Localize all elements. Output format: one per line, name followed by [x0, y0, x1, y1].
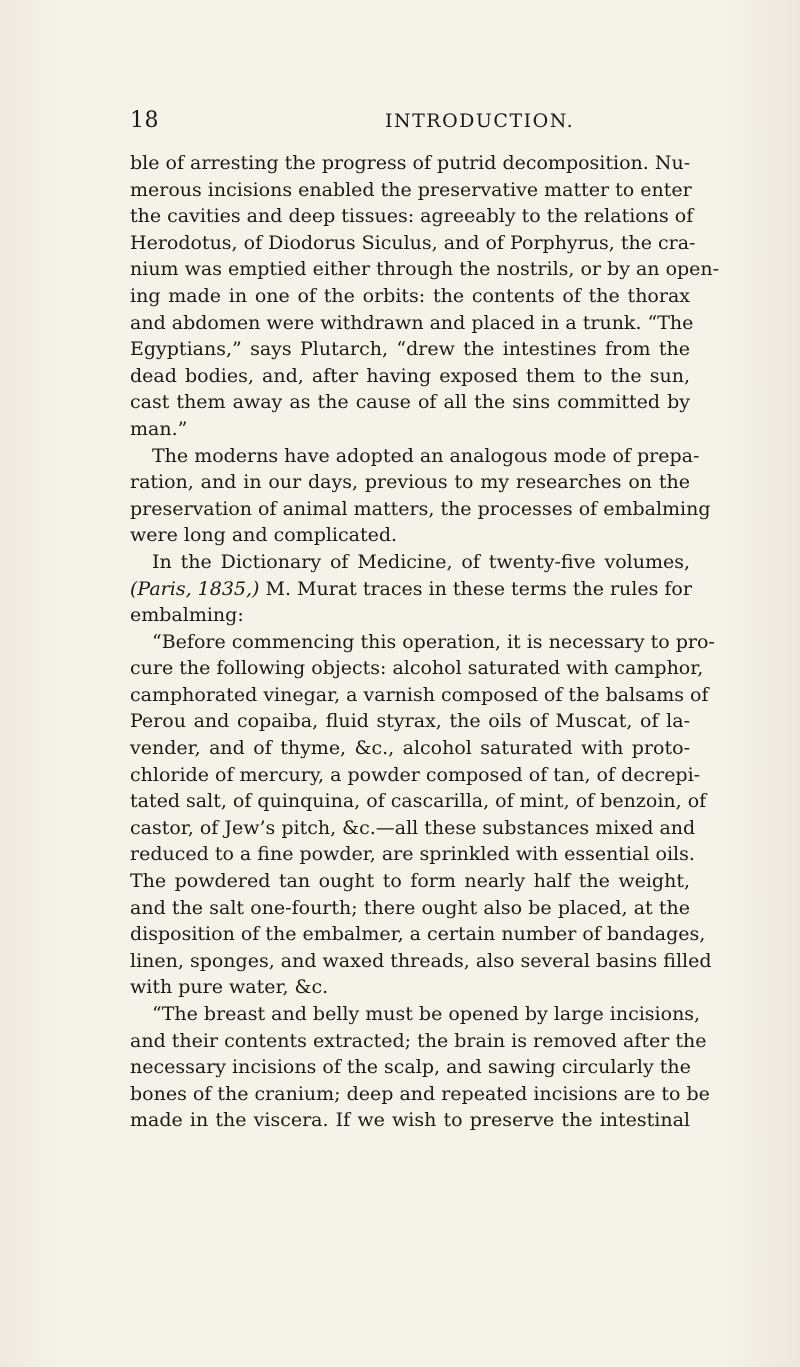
text-line: the cavities and deep tissues: agreeably to the relations of: [130, 205, 694, 228]
text-line: reduced to a fine powder, are sprinkled with essential oils.: [130, 843, 695, 866]
text-line: castor, of Jew’s pitch, &c.—all these substances mixed and: [130, 816, 696, 839]
text-line: “Before commencing this operation, it is necessary to pro-: [152, 630, 715, 653]
text-line: and the salt one-fourth; there ought also be placed, at the: [130, 896, 690, 919]
text-line: nium was emptied either through the nostrils, or by an open-: [130, 258, 720, 281]
text-line-with-citation: [130, 576, 690, 603]
text-line: Herodotus, of Diodorus Siculus, and of Porphyrus, the cra-: [130, 231, 696, 254]
page-number: 18: [130, 108, 159, 133]
text-fragment: M. Murat traces in these terms the rules for: [265, 577, 692, 600]
text-line: were long and complicated.: [130, 524, 398, 547]
text-line: camphorated vinegar, a varnish composed of the balsams of: [130, 683, 709, 706]
text-line: ble of arresting the progress of putrid decomposition. Nu-: [130, 152, 691, 174]
text-line: tated salt, of quinquina, of cascarilla, of mint, of benzoin, of: [130, 790, 707, 813]
text-line: Egyptians,” says Plutarch, “drew the intestines from the: [130, 338, 690, 361]
text-line: with pure water, &c.: [130, 976, 329, 999]
text-line: The powdered tan ought to form nearly half the weight,: [130, 870, 690, 893]
text-line: cast them away as the cause of all the sins committed by: [130, 391, 690, 414]
text-line: cure the following objects: alcohol saturated with camphor,: [130, 657, 704, 680]
text-line: and their contents extracted; the brain is removed after the: [130, 1029, 707, 1052]
text-line: The moderns have adopted an analogous mode of prepa-: [152, 444, 700, 467]
text-line: ing made in one of the orbits: the contents of the thorax: [130, 284, 690, 307]
text-line: chloride of mercury, a powder composed of tan, of decrepi-: [130, 763, 701, 786]
text-line: necessary incisions of the scalp, and sawing circularly the: [130, 1056, 691, 1079]
text-line: preservation of animal matters, the processes of embalming: [130, 497, 711, 520]
body-text: [130, 150, 720, 1134]
citation-italic: (Paris, 1835,): [130, 577, 260, 600]
text-line: In the Dictionary of Medicine, of twenty-five volumes,: [152, 550, 690, 573]
text-line: dead bodies, and, after having exposed them to the sun,: [130, 364, 690, 387]
running-head: [130, 108, 690, 144]
text-line: vender, and of thyme, &c., alcohol saturated with proto-: [130, 737, 690, 760]
text-line: and abdomen were withdrawn and placed in a trunk. “The: [130, 311, 694, 334]
text-line: “The breast and belly must be opened by large incisions,: [152, 1003, 701, 1025]
text-line: linen, sponges, and waxed threads, also several basins filled: [130, 949, 712, 972]
running-title: INTRODUCTION.: [385, 110, 575, 132]
text-line: embalming:: [130, 604, 244, 627]
text-line: man.”: [130, 417, 188, 440]
text-line: Perou and copaiba, fluid styrax, the oils of Muscat, of la-: [130, 710, 690, 733]
text-line: disposition of the embalmer, a certain number of bandages,: [130, 923, 706, 946]
text-line: ration, and in our days, previous to my researches on the: [130, 471, 690, 494]
text-line: made in the viscera. If we wish to preserve the intestinal: [130, 1109, 690, 1132]
text-line: bones of the cranium; deep and repeated incisions are to be: [130, 1082, 710, 1105]
text-line: merous incisions enabled the preservative matter to enter: [130, 178, 692, 201]
